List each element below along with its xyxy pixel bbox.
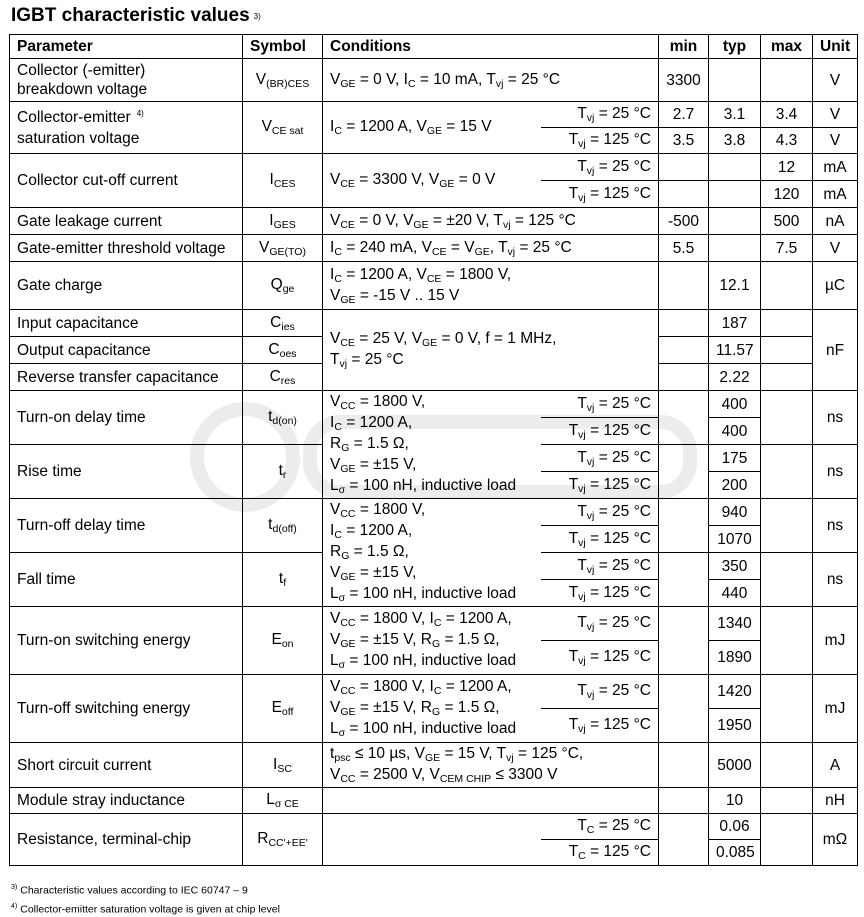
max-value: 120: [761, 181, 813, 208]
typ-value: 1890: [709, 641, 761, 675]
min-value: [659, 743, 709, 788]
condition-line: IC = 1200 A,: [330, 413, 534, 434]
param-rcc: Resistance, terminal-chip: [10, 814, 243, 866]
symbol-eon: Eon: [243, 607, 323, 675]
header-symbol: Symbol: [243, 35, 323, 59]
unit-value: nH: [813, 788, 858, 814]
symbol-ices: ICES: [243, 154, 323, 208]
temp-cond: Tvj = 25 °C: [541, 445, 659, 472]
table-row: [10, 814, 858, 840]
typ-value: 1340: [709, 607, 761, 641]
temp-cond: TC = 125 °C: [541, 840, 659, 866]
min-value: [659, 337, 709, 364]
unit-value: mJ: [813, 607, 858, 675]
typ-value: 400: [709, 391, 761, 418]
max-value: [761, 788, 813, 814]
typ-value: [709, 154, 761, 181]
unit-value: nA: [813, 208, 858, 235]
max-value: [761, 59, 813, 102]
param-cies: Input capacitance: [10, 310, 243, 337]
max-value: [761, 675, 813, 743]
param-eoff: Turn-off switching energy: [10, 675, 243, 743]
param-qge: Gate charge: [10, 262, 243, 310]
unit-value: mA: [813, 154, 858, 181]
param-coes: Output capacitance: [10, 337, 243, 364]
unit-value: V: [813, 59, 858, 102]
typ-value: 12.1: [709, 262, 761, 310]
max-value: [761, 499, 813, 553]
header-max: max: [761, 35, 813, 59]
cond-capacitance: VCE = 25 V, VGE = 0 V, f = 1 MHz, Tvj = 25 °C: [323, 310, 659, 391]
typ-value: 3.8: [709, 128, 761, 154]
temp-cond: Tvj = 25 °C: [541, 675, 659, 709]
symbol-rcc: RCC'+EE': [243, 814, 323, 866]
table-row: [10, 310, 858, 337]
symbol-breakdown: V(BR)CES: [243, 59, 323, 102]
temp-cond: Tvj = 125 °C: [541, 709, 659, 743]
typ-value: [709, 181, 761, 208]
symbol-tf: tf: [243, 553, 323, 607]
unit-value: V: [813, 102, 858, 128]
max-value: 12: [761, 154, 813, 181]
typ-value: 350: [709, 553, 761, 580]
max-value: [761, 262, 813, 310]
page-title: IGBT characteristic values $^{3)}$: [11, 5, 261, 27]
min-value: [659, 310, 709, 337]
max-value: 3.4: [761, 102, 813, 128]
condition-line: VCC = 1800 V, IC = 1200 A,: [330, 609, 534, 630]
table-row: [10, 102, 858, 128]
cond-ices: VCE = 3300 V, VGE = 0 V: [323, 154, 541, 208]
temp-cond: Tvj = 25 °C: [541, 607, 659, 641]
condition-line: Lσ = 100 nH, inductive load: [330, 584, 534, 605]
param-lsce: Module stray inductance: [10, 788, 243, 814]
temp-cond: Tvj = 125 °C: [541, 128, 659, 154]
min-value: [659, 675, 709, 743]
typ-value: 1420: [709, 675, 761, 709]
table-row: [10, 235, 858, 262]
min-value: [659, 364, 709, 391]
typ-value: 10: [709, 788, 761, 814]
min-value: [659, 607, 709, 675]
temp-cond: Tvj = 125 °C: [541, 580, 659, 607]
header-parameter: Parameter: [10, 35, 243, 59]
min-value: [659, 391, 709, 445]
symbol-iges: IGES: [243, 208, 323, 235]
max-value: [761, 391, 813, 445]
symbol-eoff: Eoff: [243, 675, 323, 743]
header-min: min: [659, 35, 709, 59]
symbol-lsce: Lσ CE: [243, 788, 323, 814]
symbol-isc: ISC: [243, 743, 323, 788]
header-unit: Unit: [813, 35, 858, 59]
typ-value: 11.57: [709, 337, 761, 364]
temp-cond: Tvj = 125 °C: [541, 472, 659, 499]
param-tdoff: Turn-off delay time: [10, 499, 243, 553]
max-value: [761, 310, 813, 337]
footnote: $^{4)}$ Collector-emitter saturation voltage is given at chip level: [11, 899, 280, 917]
unit-value: V: [813, 128, 858, 154]
param-vgeto: Gate-emitter threshold voltage: [10, 235, 243, 262]
min-value: [659, 154, 709, 181]
temp-cond: Tvj = 25 °C: [541, 499, 659, 526]
min-value: 2.7: [659, 102, 709, 128]
symbol-cres: Cres: [243, 364, 323, 391]
footnote: $^{3)}$ Characteristic values according to IEC 60747 – 9: [11, 880, 280, 899]
cond-rcc: [323, 814, 541, 866]
unit-value: mΩ: [813, 814, 858, 866]
unit-value: µC: [813, 262, 858, 310]
condition-line: VGE = ±15 V,: [330, 563, 534, 584]
cond-qge: IC = 1200 A, VCE = 1800 V, VGE = -15 V .. 15 V: [323, 262, 659, 310]
temp-cond: Tvj = 125 °C: [541, 181, 659, 208]
temp-cond: Tvj = 25 °C: [541, 102, 659, 128]
table-row: [10, 788, 858, 814]
unit-value: mA: [813, 181, 858, 208]
max-value: 7.5: [761, 235, 813, 262]
table-row: [10, 607, 858, 641]
temp-cond: Tvj = 25 °C: [541, 154, 659, 181]
typ-value: 0.06: [709, 814, 761, 840]
footnotes: [11, 880, 280, 917]
typ-value: 940: [709, 499, 761, 526]
condition-line: VGE = ±15 V, RG = 1.5 Ω,: [330, 630, 534, 651]
param-tdon: Turn-on delay time: [10, 391, 243, 445]
max-value: [761, 337, 813, 364]
cond-lsce: [323, 788, 659, 814]
max-value: [761, 553, 813, 607]
param-tf: Fall time: [10, 553, 243, 607]
min-value: [659, 814, 709, 866]
table-row: [10, 154, 858, 181]
typ-value: 200: [709, 472, 761, 499]
min-value: 5.5: [659, 235, 709, 262]
typ-value: 0.085: [709, 840, 761, 866]
min-value: [659, 788, 709, 814]
unit-value: ns: [813, 391, 858, 445]
symbol-qge: Qge: [243, 262, 323, 310]
igbt-characteristics-table: [9, 34, 858, 866]
title-footnote-ref: 3): [254, 12, 261, 21]
max-value: [761, 607, 813, 675]
unit-value: mJ: [813, 675, 858, 743]
typ-value: 175: [709, 445, 761, 472]
param-tr: Rise time: [10, 445, 243, 499]
temp-cond: Tvj = 125 °C: [541, 418, 659, 445]
table-row: [10, 743, 858, 788]
condition-line: VGE = ±15 V,: [330, 455, 534, 476]
temp-cond: Tvj = 25 °C: [541, 553, 659, 580]
param-cres: Reverse transfer capacitance: [10, 364, 243, 391]
max-value: 4.3: [761, 128, 813, 154]
table-header-row: [10, 35, 858, 59]
max-value: 500: [761, 208, 813, 235]
min-value: -500: [659, 208, 709, 235]
typ-value: [709, 59, 761, 102]
max-value: [761, 364, 813, 391]
typ-value: 5000: [709, 743, 761, 788]
condition-line: VCC = 1800 V, IC = 1200 A,: [330, 677, 534, 698]
min-value: [659, 553, 709, 607]
param-ices: Collector cut-off current: [10, 154, 243, 208]
unit-value: ns: [813, 553, 858, 607]
cond-switch-on: [323, 391, 541, 499]
condition-line: VGE = ±15 V, RG = 1.5 Ω,: [330, 698, 534, 719]
condition-line: VCC = 1800 V,: [330, 500, 534, 521]
cond-vcesat: IC = 1200 A, VGE = 15 V: [323, 102, 541, 154]
symbol-vgeto: VGE(TO): [243, 235, 323, 262]
condition-line: Lσ = 100 nH, inductive load: [330, 719, 534, 740]
typ-value: 1070: [709, 526, 761, 553]
table-row: [10, 499, 858, 526]
condition-line: Lσ = 100 nH, inductive load: [330, 651, 534, 672]
condition-line: RG = 1.5 Ω,: [330, 542, 534, 563]
table-row: [10, 208, 858, 235]
cond-isc: tpsc ≤ 10 µs, VGE = 15 V, Tvj = 125 °C, VCC = 2500 V, VCEM CHIP ≤ 3300 V: [323, 743, 659, 788]
cond-eon: [323, 607, 541, 675]
typ-value: [709, 208, 761, 235]
param-breakdown: Collector (-emitter) breakdown voltage: [10, 59, 243, 102]
unit-value: nF: [813, 310, 858, 391]
typ-value: 400: [709, 418, 761, 445]
min-value: 3300: [659, 59, 709, 102]
typ-value: 187: [709, 310, 761, 337]
unit-value: V: [813, 235, 858, 262]
min-value: [659, 181, 709, 208]
table-row: [10, 391, 858, 418]
table-row: [10, 675, 858, 709]
header-typ: typ: [709, 35, 761, 59]
unit-value: A: [813, 743, 858, 788]
param-iges: Gate leakage current: [10, 208, 243, 235]
min-value: [659, 499, 709, 553]
param-vcesat: Collector-emitter $^{4)}$ saturation voltage: [10, 102, 243, 154]
table-row: [10, 262, 858, 310]
header-conditions: Conditions: [323, 35, 659, 59]
cond-vgeto: IC = 240 mA, VCE = VGE, Tvj = 25 °C: [323, 235, 659, 262]
max-value: [761, 814, 813, 866]
param-eon: Turn-on switching energy: [10, 607, 243, 675]
cond-breakdown: VGE = 0 V, IC = 10 mA, Tvj = 25 °C: [323, 59, 659, 102]
symbol-coes: Coes: [243, 337, 323, 364]
min-value: [659, 262, 709, 310]
temp-cond: Tvj = 125 °C: [541, 526, 659, 553]
typ-value: 3.1: [709, 102, 761, 128]
unit-value: ns: [813, 445, 858, 499]
min-value: [659, 445, 709, 499]
condition-line: IC = 1200 A,: [330, 521, 534, 542]
symbol-cies: Cies: [243, 310, 323, 337]
symbol-tdoff: td(off): [243, 499, 323, 553]
min-value: 3.5: [659, 128, 709, 154]
condition-line: VCC = 1800 V,: [330, 392, 534, 413]
temp-cond: Tvj = 125 °C: [541, 641, 659, 675]
unit-value: ns: [813, 499, 858, 553]
max-value: [761, 445, 813, 499]
cond-iges: VCE = 0 V, VGE = ±20 V, Tvj = 125 °C: [323, 208, 659, 235]
cond-switch-off: [323, 499, 541, 607]
typ-value: 1950: [709, 709, 761, 743]
table-row: [10, 59, 858, 102]
cond-eoff: [323, 675, 541, 743]
condition-line: Lσ = 100 nH, inductive load: [330, 476, 534, 497]
condition-line: RG = 1.5 Ω,: [330, 434, 534, 455]
temp-cond: Tvj = 25 °C: [541, 391, 659, 418]
typ-value: 2.22: [709, 364, 761, 391]
temp-cond: TC = 25 °C: [541, 814, 659, 840]
symbol-tr: tr: [243, 445, 323, 499]
typ-value: [709, 235, 761, 262]
max-value: [761, 743, 813, 788]
param-isc: Short circuit current: [10, 743, 243, 788]
typ-value: 440: [709, 580, 761, 607]
symbol-vcesat: VCE sat: [243, 102, 323, 154]
symbol-tdon: td(on): [243, 391, 323, 445]
